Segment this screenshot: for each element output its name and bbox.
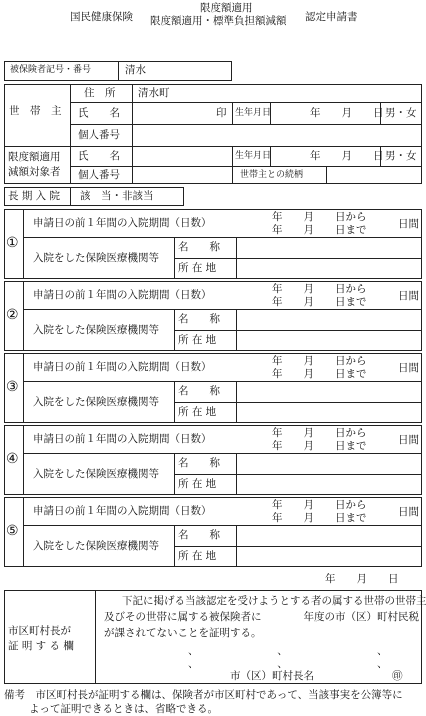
facility-name-label: 名 称 [178, 313, 220, 325]
applicant-birth-value[interactable]: 年 月 日 [310, 150, 384, 162]
hospitalization-number: ⑤ [6, 523, 19, 539]
hospitalization-days[interactable]: 日間 [398, 218, 419, 230]
facility-location-label: 所 在 地 [178, 550, 217, 562]
household-table [4, 84, 422, 184]
facility-name-label: 名 称 [178, 385, 220, 397]
certification-label-1: 市区町村長が [8, 625, 71, 637]
hospitalization-from[interactable]: 年 月 日から [272, 499, 367, 511]
certification-seal: ㊞ [392, 670, 403, 682]
footnote-line-1: 備考 市区町村長が証明する欄は、保険者が市区町村であって、当該事実を公簿等に [4, 689, 403, 701]
hospitalization-days[interactable]: 日間 [398, 290, 419, 302]
household-name-label: 氏 名 [78, 107, 120, 119]
hospitalization-from[interactable]: 年 月 日から [272, 211, 367, 223]
application-date[interactable]: 年 月 日 [325, 573, 399, 585]
address-label: 住 所 [84, 87, 116, 99]
applicant-name-label: 氏 名 [78, 150, 120, 162]
hospitalization-period-label: 申請日の前１年間の入院期間（日数） [33, 361, 212, 373]
facility-name-label: 名 称 [178, 529, 220, 541]
hospitalization-period-label: 申請日の前１年間の入院期間（日数） [33, 505, 212, 517]
title-line-1: 限度額適用 [200, 2, 253, 14]
facility-location-label: 所 在 地 [178, 478, 217, 490]
certification-text-1: 下記に掲げる当該認定を受けようとする者の属する世帯の世帯主 [122, 595, 426, 607]
household-id-label: 個人番号 [78, 129, 120, 141]
address-value[interactable]: 清水町 [138, 87, 170, 99]
relation-label: 世帯主との続柄 [240, 170, 304, 180]
hospitalization-to[interactable]: 年 月 日まで [272, 368, 367, 380]
applicant-sex[interactable]: 男・女 [385, 150, 417, 162]
facility-location-label: 所 在 地 [178, 406, 217, 418]
footnote-line-2: よって証明できるときは、省略できる。 [29, 703, 218, 715]
certification-commas-2: 、 、 、 [188, 658, 388, 670]
long-term-label: 長 期 入 院 [8, 190, 61, 202]
long-term-value[interactable]: 該 当・非該当 [80, 190, 154, 202]
facility-label: 入院をした保険医療機関等 [33, 468, 159, 480]
facility-label: 入院をした保険医療機関等 [33, 396, 159, 408]
hospitalization-period-label: 申請日の前１年間の入院期間（日数） [33, 433, 212, 445]
hospitalization-days[interactable]: 日間 [398, 506, 419, 518]
certification-commas-1: 、 、 、 [188, 645, 388, 657]
insured-number-value[interactable]: 清水 [125, 64, 146, 76]
hospitalization-to[interactable]: 年 月 日まで [272, 512, 367, 524]
hospitalization-number: ③ [6, 379, 19, 395]
hospitalization-to[interactable]: 年 月 日まで [272, 224, 367, 236]
facility-label: 入院をした保険医療機関等 [33, 252, 159, 264]
certification-text-2: 及びその世帯に属する被保険者に 年度の市（区）町村民税 [104, 611, 419, 623]
certification-label-2: 証 明 す る 欄 [8, 640, 74, 652]
household-birth-value[interactable]: 年 月 日 [310, 107, 384, 119]
facility-location-label: 所 在 地 [178, 262, 217, 274]
hospitalization-number: ① [6, 235, 19, 251]
hospitalization-from[interactable]: 年 月 日から [272, 283, 367, 295]
hospitalization-to[interactable]: 年 月 日まで [272, 440, 367, 452]
title-line-2: 限度額適用・標準負担額減額 [150, 15, 287, 27]
insurance-name: 国民健康保険 [70, 11, 133, 23]
title-suffix: 認定申請書 [305, 11, 358, 23]
facility-label: 入院をした保険医療機関等 [33, 324, 159, 336]
hospitalization-period-label: 申請日の前１年間の入院期間（日数） [33, 289, 212, 301]
applicant-section-label-2: 減額対象者 [8, 166, 61, 178]
facility-name-label: 名 称 [178, 457, 220, 469]
hospitalization-days[interactable]: 日間 [398, 362, 419, 374]
household-sex[interactable]: 男・女 [385, 107, 417, 119]
household-section-label: 世 帯 主 [9, 105, 62, 117]
applicant-birth-label: 生年月日 [235, 151, 272, 161]
hospitalization-period-label: 申請日の前１年間の入院期間（日数） [33, 217, 212, 229]
applicant-id-label: 個人番号 [78, 169, 120, 181]
household-birth-label: 生年月日 [235, 108, 272, 118]
hospitalization-number: ④ [6, 451, 19, 467]
insured-number-label: 被保険者記号・番号 [10, 65, 92, 75]
household-seal: 印 [216, 107, 227, 119]
facility-label: 入院をした保険医療機関等 [33, 540, 159, 552]
facility-location-label: 所 在 地 [178, 334, 217, 346]
certification-signer: 市（区）町村長名 [230, 670, 314, 682]
hospitalization-number: ② [6, 307, 19, 323]
certification-text-3: が課されてないことを証明する。 [104, 627, 262, 639]
hospitalization-from[interactable]: 年 月 日から [272, 355, 367, 367]
hospitalization-from[interactable]: 年 月 日から [272, 427, 367, 439]
applicant-section-label-1: 限度額適用 [8, 151, 61, 163]
facility-name-label: 名 称 [178, 241, 220, 253]
hospitalization-to[interactable]: 年 月 日まで [272, 296, 367, 308]
hospitalization-days[interactable]: 日間 [398, 434, 419, 446]
